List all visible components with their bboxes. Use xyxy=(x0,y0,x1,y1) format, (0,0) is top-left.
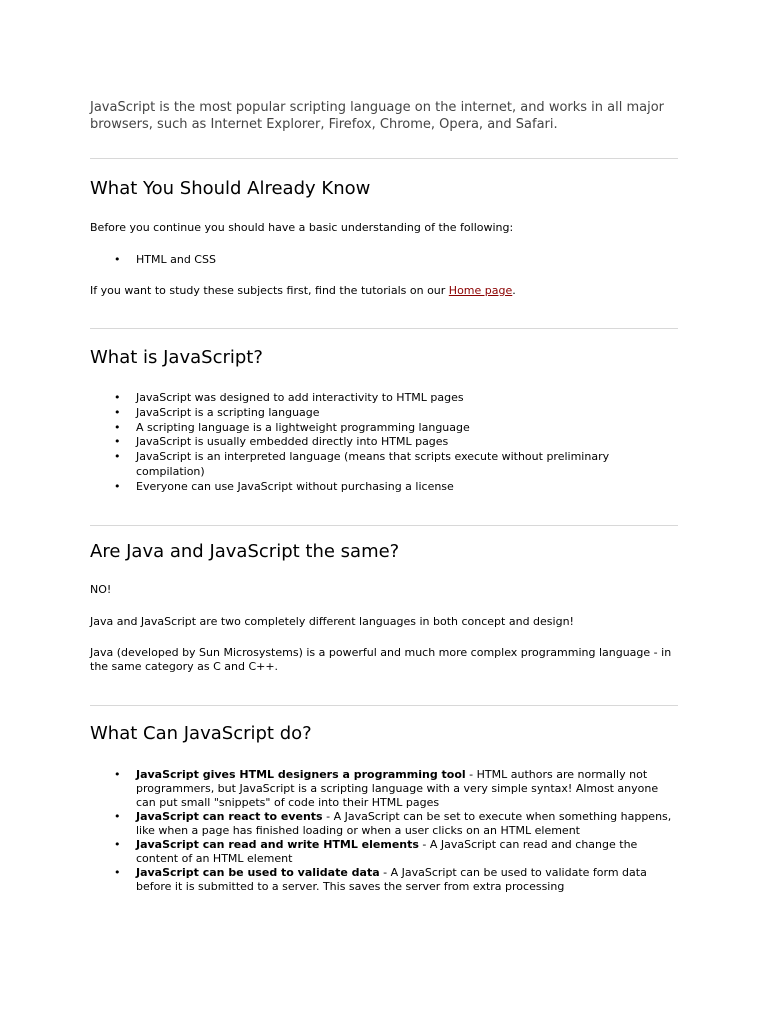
bullet-icon: • xyxy=(114,838,121,851)
list-item: • JavaScript can be used to validate data - A JavaScript can be used to validate form data before it is submitted to a server. This saves the server from extra processing xyxy=(114,866,647,893)
list-item: • JavaScript is usually embedded directly into HTML pages xyxy=(114,435,449,449)
heading-java-vs-javascript: Are Java and JavaScript the same? xyxy=(90,541,400,562)
bullet-icon: • xyxy=(114,479,121,493)
list-item: • JavaScript is an interpreted language (means that scripts execute without preliminary compilation) xyxy=(114,450,610,478)
capabilities-list xyxy=(90,768,678,894)
heading-what-is-javascript: What is JavaScript? xyxy=(90,347,263,368)
java-description-paragraph: Java (developed by Sun Microsystems) is a powerful and much more complex programming language - in the same category as C and C++. xyxy=(90,646,672,673)
list-item: • Everyone can use JavaScript without purchasing a license xyxy=(114,479,454,493)
bullet-icon: • xyxy=(114,253,121,266)
prerequisite-intro: Before you continue you should have a basic understanding of the following: xyxy=(90,221,514,234)
intro-paragraph: JavaScript is the most popular scripting language on the internet, and works in all major browsers, such as Internet Explorer, Firefox, Chrome, Opera, and Safari. xyxy=(90,100,665,132)
bullet-icon: • xyxy=(114,435,121,449)
heading-what-you-should-know: What You Should Already Know xyxy=(90,178,371,199)
list-item: • JavaScript gives HTML designers a programming tool - HTML authors are normally not programmers, but JavaScript is a scripting language with a very simple syntax! Almost anyone can put small "snippets" of code into their HTML pages xyxy=(114,768,659,809)
list-item: • JavaScript was designed to add interactivity to HTML pages xyxy=(114,391,464,404)
divider xyxy=(90,705,678,706)
tutorials-paragraph: If you want to study these subjects first, find the tutorials on our Home page. xyxy=(90,284,516,297)
home-page-link[interactable]: Home page xyxy=(448,284,513,297)
bullet-icon: • xyxy=(114,768,121,781)
divider xyxy=(90,158,678,159)
list-item: • JavaScript can react to events - A JavaScript can be set to execute when something happens, like when a page has finished loading or when a user clicks on an HTML element xyxy=(114,810,672,837)
bullet-icon: • xyxy=(114,810,121,823)
bullet-icon: • xyxy=(114,391,121,404)
list-item: • HTML and CSS xyxy=(114,253,216,266)
divider xyxy=(90,525,678,526)
heading-what-can-javascript-do: What Can JavaScript do? xyxy=(90,723,312,744)
list-item: • JavaScript can read and write HTML elements - A JavaScript can read and change the content of an HTML element xyxy=(114,838,638,865)
divider xyxy=(90,328,678,329)
list-item: • JavaScript is a scripting language xyxy=(114,405,320,419)
answer-no: NO! xyxy=(90,583,112,596)
bullet-icon: • xyxy=(114,450,121,464)
list-item: • A scripting language is a lightweight programming language xyxy=(114,420,470,434)
what-is-list xyxy=(90,391,678,495)
bullet-icon: • xyxy=(114,405,121,419)
prerequisite-list xyxy=(90,252,678,267)
bullet-icon: • xyxy=(114,866,121,879)
bullet-icon: • xyxy=(114,420,121,434)
different-languages-paragraph: Java and JavaScript are two completely different languages in both concept and design! xyxy=(90,615,574,628)
